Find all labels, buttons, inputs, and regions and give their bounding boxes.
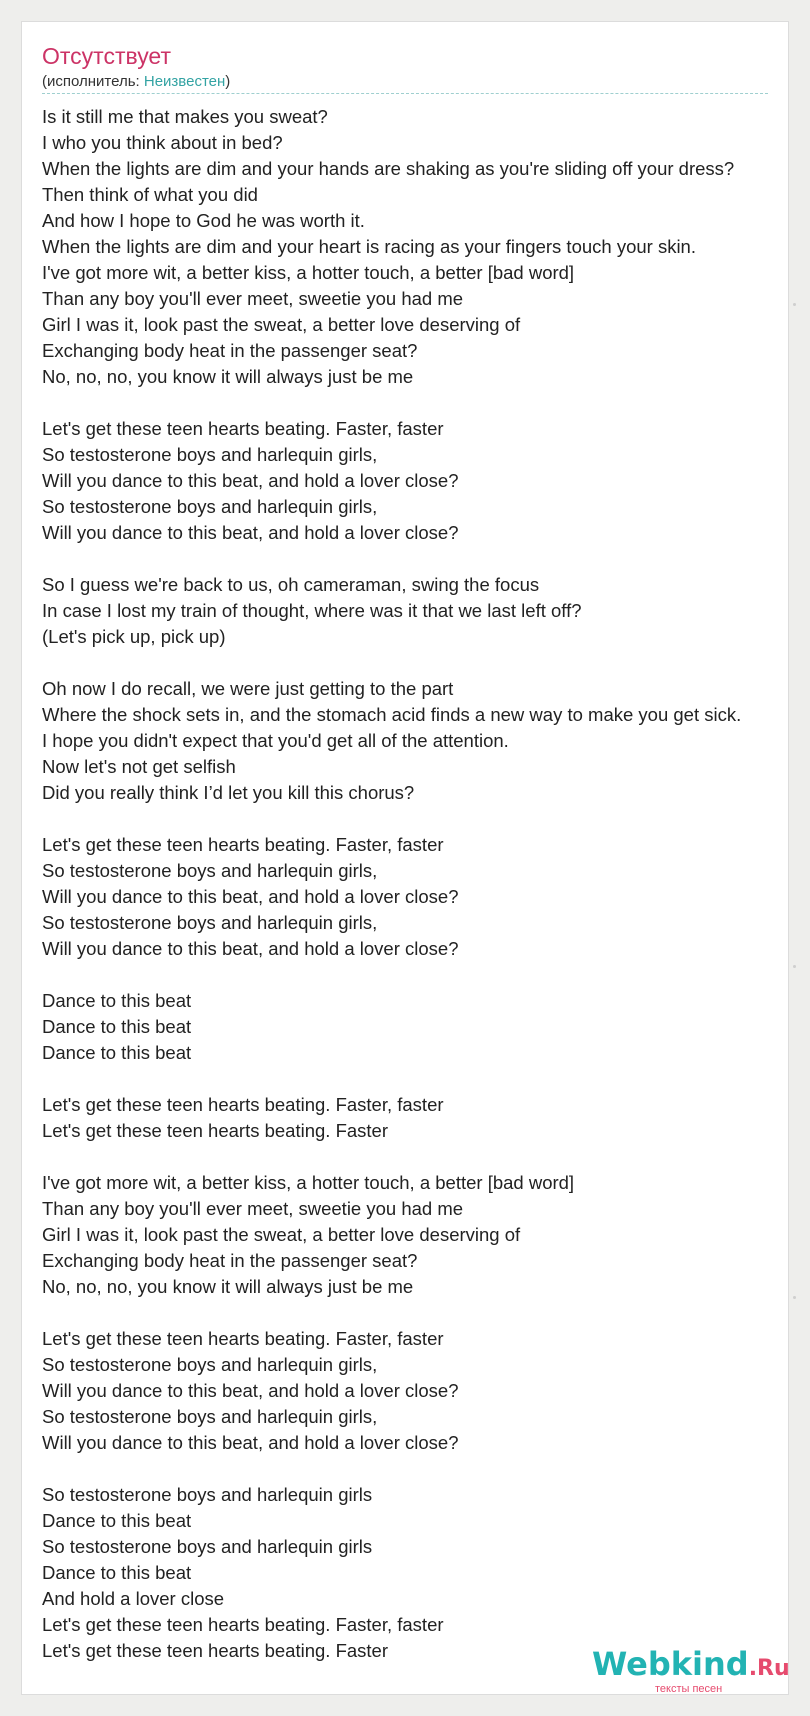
lyric-line: In case I lost my train of thought, where was it that we last left off? [42,600,582,621]
lyric-line: So testosterone boys and harlequin girls, [42,444,378,465]
site-logo[interactable] [592,1646,790,1687]
logo-tagline: тексты песен [655,1683,723,1695]
logo-ru-text: .Ru [748,1656,790,1681]
lyric-line: And how I hope to God he was worth it. [42,210,365,231]
lyric-line: Will you dance to this beat, and hold a lover close? [42,1380,459,1401]
stanza-break [42,1066,802,1092]
lyric-line: So testosterone boys and harlequin girls, [42,860,378,881]
artist-line [42,72,230,92]
lyric-line: And hold a lover close [42,1588,225,1609]
lyric-line: Let's get these teen hearts beating. Faster, faster [42,418,444,439]
lyric-line: Than any boy you'll ever meet, sweetie you had me [42,288,464,309]
lyric-line: So testosterone boys and harlequin girls [42,1484,373,1505]
lyric-line: Let's get these teen hearts beating. Faster, faster [42,1328,444,1349]
lyric-line: Exchanging body heat in the passenger seat? [42,340,418,361]
lyric-line: Girl I was it, look past the sweat, a better love deserving of [42,314,521,335]
title-divider [42,93,768,94]
stanza-break [42,962,802,988]
lyric-line: Let's get these teen hearts beating. Faster [42,1640,388,1661]
lyric-line: I who you think about in bed? [42,132,283,153]
lyric-line: So testosterone boys and harlequin girls, [42,1406,378,1427]
lyric-line: I've got more wit, a better kiss, a hotter touch, a better [bad word] [42,1172,575,1193]
stanza-break [42,546,802,572]
stanza-break [42,1300,802,1326]
lyric-line: Will you dance to this beat, and hold a lover close? [42,1432,459,1453]
lyric-line: Dance to this beat [42,1510,192,1531]
stanza-break [42,390,802,416]
song-title: Отсутствует [42,43,171,69]
lyric-line: When the lights are dim and your heart is racing as your fingers touch your skin. [42,236,696,257]
lyric-line: (Let's pick up, pick up) [42,626,226,647]
lyric-line: Will you dance to this beat, and hold a lover close? [42,886,459,907]
lyric-line: Then think of what you did [42,184,258,205]
lyric-line: Is it still me that makes you sweat? [42,106,328,127]
lyric-line: Dance to this beat [42,1042,192,1063]
lyric-line: So testosterone boys and harlequin girls, [42,1354,378,1375]
artist-suffix: ) [225,73,231,90]
logo-main-text: Webkind [592,1645,749,1683]
lyric-line: So I guess we're back to us, oh cameraman, swing the focus [42,574,540,595]
stanza-break [42,650,802,676]
decorative-dot [793,303,796,306]
lyric-line: Dance to this beat [42,990,192,1011]
lyric-line: Let's get these teen hearts beating. Faster [42,1120,388,1141]
lyric-line: Will you dance to this beat, and hold a lover close? [42,522,459,543]
lyric-line: Will you dance to this beat, and hold a lover close? [42,470,459,491]
lyric-line: Let's get these teen hearts beating. Faster, faster [42,1614,444,1635]
lyrics-body [42,104,802,1664]
artist-link[interactable]: Неизвестен [143,73,226,90]
lyric-line: Dance to this beat [42,1562,192,1583]
lyric-line: So testosterone boys and harlequin girls, [42,496,378,517]
lyric-line: No, no, no, you know it will always just be me [42,1276,414,1297]
artist-prefix: (исполнитель: [42,73,144,90]
lyric-line: Did you really think I’d let you kill this chorus? [42,782,415,803]
decorative-dot [793,965,796,968]
stanza-break [42,1456,802,1482]
lyric-line: Let's get these teen hearts beating. Faster, faster [42,1094,444,1115]
lyric-line: Where the shock sets in, and the stomach acid finds a new way to make you get sick. [42,704,742,725]
lyric-line: Exchanging body heat in the passenger seat? [42,1250,418,1271]
lyric-line: No, no, no, you know it will always just be me [42,366,414,387]
stanza-break [42,806,802,832]
lyric-line: I hope you didn't expect that you'd get all of the attention. [42,730,509,751]
lyric-line: Girl I was it, look past the sweat, a better love deserving of [42,1224,521,1245]
lyric-line: So testosterone boys and harlequin girls, [42,912,378,933]
stanza-break [42,1144,802,1170]
lyric-line: So testosterone boys and harlequin girls [42,1536,373,1557]
lyric-line: Now let's not get selfish [42,756,236,777]
lyric-line: I've got more wit, a better kiss, a hotter touch, a better [bad word] [42,262,575,283]
lyric-line: Oh now I do recall, we were just getting to the part [42,678,454,699]
lyric-line: When the lights are dim and your hands are shaking as you're sliding off your dress? [42,158,735,179]
lyric-line: Dance to this beat [42,1016,192,1037]
lyric-line: Let's get these teen hearts beating. Faster, faster [42,834,444,855]
lyric-line: Than any boy you'll ever meet, sweetie you had me [42,1198,464,1219]
lyric-line: Will you dance to this beat, and hold a lover close? [42,938,459,959]
decorative-dot [793,1296,796,1299]
